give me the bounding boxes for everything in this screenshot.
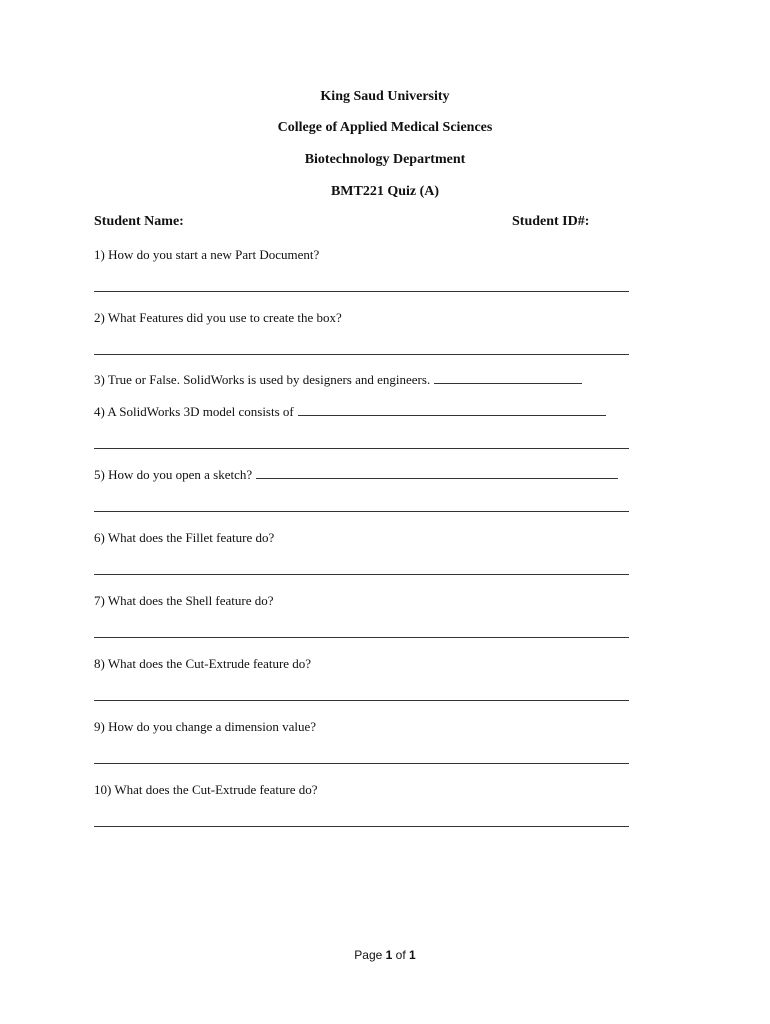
- student-name-label: Student Name:: [94, 214, 184, 229]
- question-3: 3) True or False. SolidWorks is used by designers and engineers.: [94, 372, 431, 387]
- total-pages: 1: [409, 948, 416, 962]
- answer-line-5: [94, 511, 629, 512]
- student-id-label: Student ID#:: [512, 214, 590, 229]
- question-7: 7) What does the Shell feature do?: [94, 593, 274, 608]
- answer-blank-3: [434, 371, 582, 384]
- current-page: 1: [385, 948, 393, 962]
- question-9: 9) How do you change a dimension value?: [94, 719, 317, 734]
- answer-line-6: [94, 574, 629, 575]
- question-5-row: [94, 466, 618, 483]
- page-number: [0, 947, 770, 963]
- question-4: 4) A SolidWorks 3D model consists of: [94, 404, 294, 419]
- university-name: King Saud University: [320, 89, 450, 104]
- quiz-title: BMT221 Quiz (A): [330, 184, 440, 199]
- page-of: of: [395, 948, 406, 962]
- question-6: 6) What does the Fillet feature do?: [94, 530, 275, 545]
- answer-line-9: [94, 763, 629, 764]
- answer-line-2: [94, 354, 629, 355]
- answer-line-1: [94, 291, 629, 292]
- answer-line-7: [94, 637, 629, 638]
- college-name: College of Applied Medical Sciences: [277, 120, 493, 135]
- question-8: 8) What does the Cut-Extrude feature do?: [94, 656, 312, 671]
- answer-blank-5: [256, 466, 618, 479]
- question-3-row: [94, 371, 582, 388]
- question-5: 5) How do you open a sketch?: [94, 467, 253, 482]
- page-prefix: Page: [354, 948, 383, 962]
- question-4-row: [94, 403, 606, 420]
- answer-line-8: [94, 700, 629, 701]
- answer-line-10: [94, 826, 629, 827]
- answer-line-4: [94, 448, 629, 449]
- question-2: 2) What Features did you use to create the box?: [94, 310, 342, 325]
- question-10: 10) What does the Cut-Extrude feature do?: [94, 782, 318, 797]
- answer-blank-4: [298, 403, 606, 416]
- department-name: Biotechnology Department: [304, 152, 466, 167]
- question-1: 1) How do you start a new Part Document?: [94, 247, 320, 262]
